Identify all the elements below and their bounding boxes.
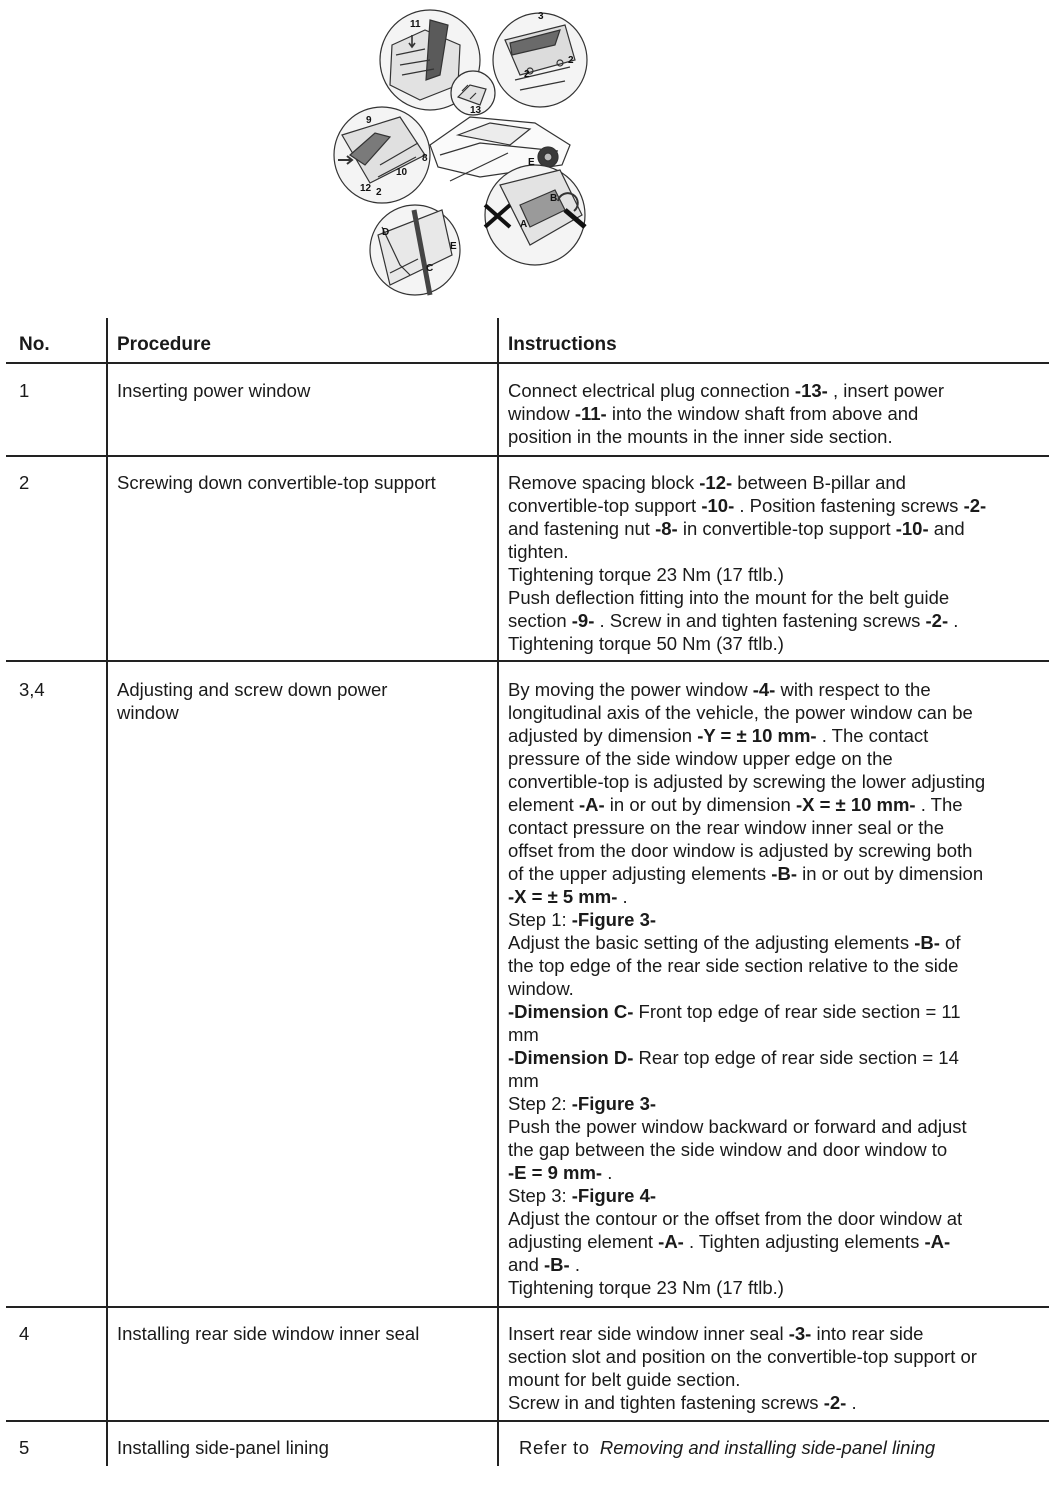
procedure-line: window <box>117 702 179 723</box>
row-number: 3,4 <box>19 679 45 700</box>
procedure-line: Adjusting and screw down power <box>117 679 388 700</box>
instruction-text: of <box>939 932 961 953</box>
reference-code: -A- <box>578 794 605 815</box>
figure-label: 3 <box>538 11 544 22</box>
instruction-line <box>508 471 1048 494</box>
instruction-text: By moving the power window <box>508 679 753 700</box>
instruction-text: in convertible-top support <box>677 518 896 539</box>
instruction-text: . The contact <box>816 725 929 746</box>
figure-label: B <box>550 193 558 204</box>
reference-code: -A- <box>924 1231 951 1252</box>
row-rule <box>6 660 1049 662</box>
row-procedure <box>117 471 487 494</box>
instruction-line <box>508 1322 1048 1345</box>
row-rule <box>6 1306 1049 1308</box>
procedure-line: Screwing down convertible-top support <box>117 472 436 493</box>
instruction-line <box>508 1023 1048 1046</box>
instruction-text: mm <box>508 1070 539 1091</box>
instruction-line <box>508 1184 1048 1207</box>
figure-label: E <box>528 157 535 168</box>
instruction-text: section slot and position on the convertible-top support or <box>508 1346 977 1367</box>
header-procedure: Procedure <box>117 334 211 355</box>
row-number: 4 <box>19 1323 30 1344</box>
figure-label: 10 <box>396 167 408 178</box>
reference-code: -Figure 3- <box>571 909 657 930</box>
reference-code: -B- <box>914 932 940 953</box>
instruction-line <box>508 586 1048 609</box>
row-procedure <box>117 379 487 402</box>
figure-label: A <box>520 219 528 230</box>
figure-label: 2 <box>568 55 574 66</box>
reference-code: -X = ± 5 mm- <box>508 886 618 907</box>
instruction-line <box>508 1115 1048 1138</box>
instruction-text: Rear top edge of rear side section = 14 <box>633 1047 959 1068</box>
instruction-text: between B-pillar and <box>732 472 906 493</box>
instruction-text: . The <box>915 794 963 815</box>
reference-code: -2- <box>823 1392 847 1413</box>
instruction-text: and fastening nut <box>508 518 656 539</box>
row-procedure <box>117 1322 487 1345</box>
row-instructions <box>508 379 1048 448</box>
figure-label: 2 <box>524 69 530 80</box>
instruction-line <box>508 1253 1048 1276</box>
instruction-text: mm <box>508 1024 539 1045</box>
reference-code: -Dimension C- <box>508 1001 634 1022</box>
instruction-line <box>508 1069 1048 1092</box>
instruction-line <box>508 1391 1048 1414</box>
column-divider <box>497 318 499 1466</box>
instruction-text: Insert rear side window inner seal <box>508 1323 789 1344</box>
row-number: 2 <box>19 472 30 493</box>
instruction-line <box>508 1345 1048 1368</box>
instruction-line <box>508 885 1048 908</box>
instruction-text: . <box>846 1392 857 1413</box>
instruction-text: into rear side <box>811 1323 924 1344</box>
instruction-text: Front top edge of rear side section = 11 <box>633 1001 961 1022</box>
figure-label: D <box>382 227 390 238</box>
instruction-text: window. <box>508 978 574 999</box>
instruction-line <box>508 839 1048 862</box>
figure-label: 9 <box>366 115 372 126</box>
row-number: 5 <box>19 1437 30 1458</box>
instruction-text: Step 3: <box>508 1185 572 1206</box>
instruction-line <box>508 379 1048 402</box>
figure-label: E <box>450 241 457 252</box>
instruction-text: pressure of the side window upper edge on the <box>508 748 893 769</box>
instruction-line <box>508 1276 1048 1299</box>
reference-code: -Figure 3- <box>571 1093 657 1114</box>
instruction-text: . Screw in and tighten fastening screws <box>594 610 926 631</box>
instruction-text: . Tighten adjusting elements <box>683 1231 925 1252</box>
instruction-line <box>508 816 1048 839</box>
reference-code: -11- <box>574 403 607 424</box>
instruction-line <box>508 747 1048 770</box>
instruction-text: Adjust the basic setting of the adjusting elements <box>508 932 915 953</box>
reference-code: -2- <box>925 610 949 631</box>
instruction-text: mount for belt guide section. <box>508 1369 741 1390</box>
instruction-text: Tightening torque 23 Nm (17 ftlb.) <box>508 1277 784 1298</box>
reference-code: -9- <box>571 610 595 631</box>
instruction-line <box>508 517 1048 540</box>
instruction-line <box>508 632 1048 655</box>
instruction-line <box>508 609 1048 632</box>
instruction-text: and <box>928 518 965 539</box>
header-instructions: Instructions <box>508 334 617 355</box>
instruction-line <box>508 1092 1048 1115</box>
instruction-text: the gap between the side window and door window to <box>508 1139 948 1160</box>
instruction-line <box>508 678 1048 701</box>
reference-code: -4- <box>752 679 776 700</box>
instruction-text: position in the mounts in the inner side section. <box>508 426 893 447</box>
instruction-text: . <box>569 1254 580 1275</box>
row-instructions <box>508 1322 1048 1414</box>
row-procedure <box>117 1436 487 1459</box>
reference-code: -Dimension D- <box>508 1047 634 1068</box>
reference-code: -12- <box>699 472 733 493</box>
reference-code: -Figure 4- <box>571 1185 657 1206</box>
instruction-text: convertible-top support <box>508 495 702 516</box>
figure-label: 2 <box>376 187 382 198</box>
reference-code: -B- <box>771 863 797 884</box>
instruction-text: Tightening torque 23 Nm (17 ftlb.) <box>508 564 784 585</box>
procedure-line: Installing side-panel lining <box>117 1437 329 1458</box>
instruction-line <box>508 908 1048 931</box>
instruction-text: Connect electrical plug connection <box>508 380 795 401</box>
figure-label: 11 <box>410 19 421 30</box>
instruction-text: in or out by dimension <box>604 794 796 815</box>
instruction-text: Push the power window backward or forward and adjust <box>508 1116 967 1137</box>
instruction-text: . Position fastening screws <box>734 495 964 516</box>
instruction-line <box>508 770 1048 793</box>
row-rule <box>6 1420 1049 1422</box>
reference-target[interactable]: Removing and installing side-panel lining <box>599 1437 936 1458</box>
header-rule <box>6 362 1049 364</box>
instruction-line <box>508 402 1048 425</box>
instruction-line <box>508 862 1048 885</box>
reference-code: -B- <box>544 1254 570 1275</box>
instruction-text: Remove spacing block <box>508 472 700 493</box>
instruction-text: contact pressure on the rear window inner seal or the <box>508 817 945 838</box>
instruction-line <box>508 1161 1048 1184</box>
instruction-line <box>508 977 1048 1000</box>
instruction-text: offset from the door window is adjusted by screwing both <box>508 840 973 861</box>
instruction-line <box>508 1046 1048 1069</box>
instruction-line <box>508 1207 1048 1230</box>
procedure-line: Installing rear side window inner seal <box>117 1323 420 1344</box>
instruction-line <box>508 563 1048 586</box>
procedure-line: Inserting power window <box>117 380 311 401</box>
instruction-text: . <box>948 610 959 631</box>
instruction-line <box>508 1368 1048 1391</box>
reference-code: -Y = ± 10 mm- <box>697 725 817 746</box>
instruction-line <box>508 954 1048 977</box>
instruction-text: Tightening torque 50 Nm (37 ftlb.) <box>508 633 784 654</box>
instruction-text: , insert power <box>827 380 945 401</box>
reference-code: -3- <box>788 1323 812 1344</box>
instruction-text: Adjust the contour or the offset from the door window at <box>508 1208 963 1229</box>
instruction-line <box>508 1000 1048 1023</box>
reference-code: -E = 9 mm- <box>508 1162 603 1183</box>
reference-lead: Refer to <box>519 1437 590 1458</box>
reference-code: -10- <box>895 518 929 539</box>
header-no: No. <box>19 334 50 355</box>
row-rule <box>6 455 1049 457</box>
row-instructions <box>508 471 1048 655</box>
instruction-text: . <box>617 886 628 907</box>
figure-label: C <box>426 263 434 274</box>
instruction-text: longitudinal axis of the vehicle, the power window can be <box>508 702 973 723</box>
instruction-line <box>508 425 1048 448</box>
reference-code: -2- <box>963 495 987 516</box>
instruction-text: of the upper adjusting elements <box>508 863 772 884</box>
reference-code: -10- <box>701 495 735 516</box>
instruction-text: tighten. <box>508 541 569 562</box>
instruction-text: the top edge of the rear side section relative to the side <box>508 955 959 976</box>
reference-code: -8- <box>655 518 678 539</box>
reference-code: -13- <box>794 380 828 401</box>
reference-code: -X = ± 10 mm- <box>795 794 916 815</box>
row-number: 1 <box>19 380 30 401</box>
instruction-line <box>508 494 1048 517</box>
instruction-text: window <box>508 403 575 424</box>
column-divider <box>106 318 108 1466</box>
instruction-text: . <box>602 1162 613 1183</box>
instruction-text: Step 2: <box>508 1093 572 1114</box>
row-instructions <box>508 678 1048 1299</box>
instruction-text: convertible-top is adjusted by screwing the lower adjusting <box>508 771 986 792</box>
instruction-text: into the window shaft from above and <box>606 403 919 424</box>
instruction-line <box>508 724 1048 747</box>
instruction-line <box>508 540 1048 563</box>
instruction-text: element <box>508 794 579 815</box>
instruction-text: with respect to the <box>775 679 931 700</box>
instruction-line <box>508 793 1048 816</box>
reference-code: -A- <box>658 1231 684 1252</box>
instruction-line <box>508 701 1048 724</box>
instruction-text: adjusted by dimension <box>508 725 698 746</box>
instruction-line <box>508 1138 1048 1161</box>
instruction-text: in or out by dimension <box>796 863 984 884</box>
figure-label: 13 <box>470 105 482 116</box>
instruction-text: and <box>508 1254 545 1275</box>
instruction-line <box>508 1230 1048 1253</box>
reference-link[interactable] <box>519 1436 1049 1459</box>
row-procedure <box>117 678 487 724</box>
instruction-line <box>508 931 1048 954</box>
instruction-text: Step 1: <box>508 909 572 930</box>
instruction-text: Screw in and tighten fastening screws <box>508 1392 824 1413</box>
figure-label: 12 <box>360 183 372 194</box>
instruction-text: Push deflection fitting into the mount for the belt guide <box>508 587 950 608</box>
instruction-text: section <box>508 610 572 631</box>
instruction-text: adjusting element <box>508 1231 659 1252</box>
figure-label: 8 <box>422 153 428 164</box>
